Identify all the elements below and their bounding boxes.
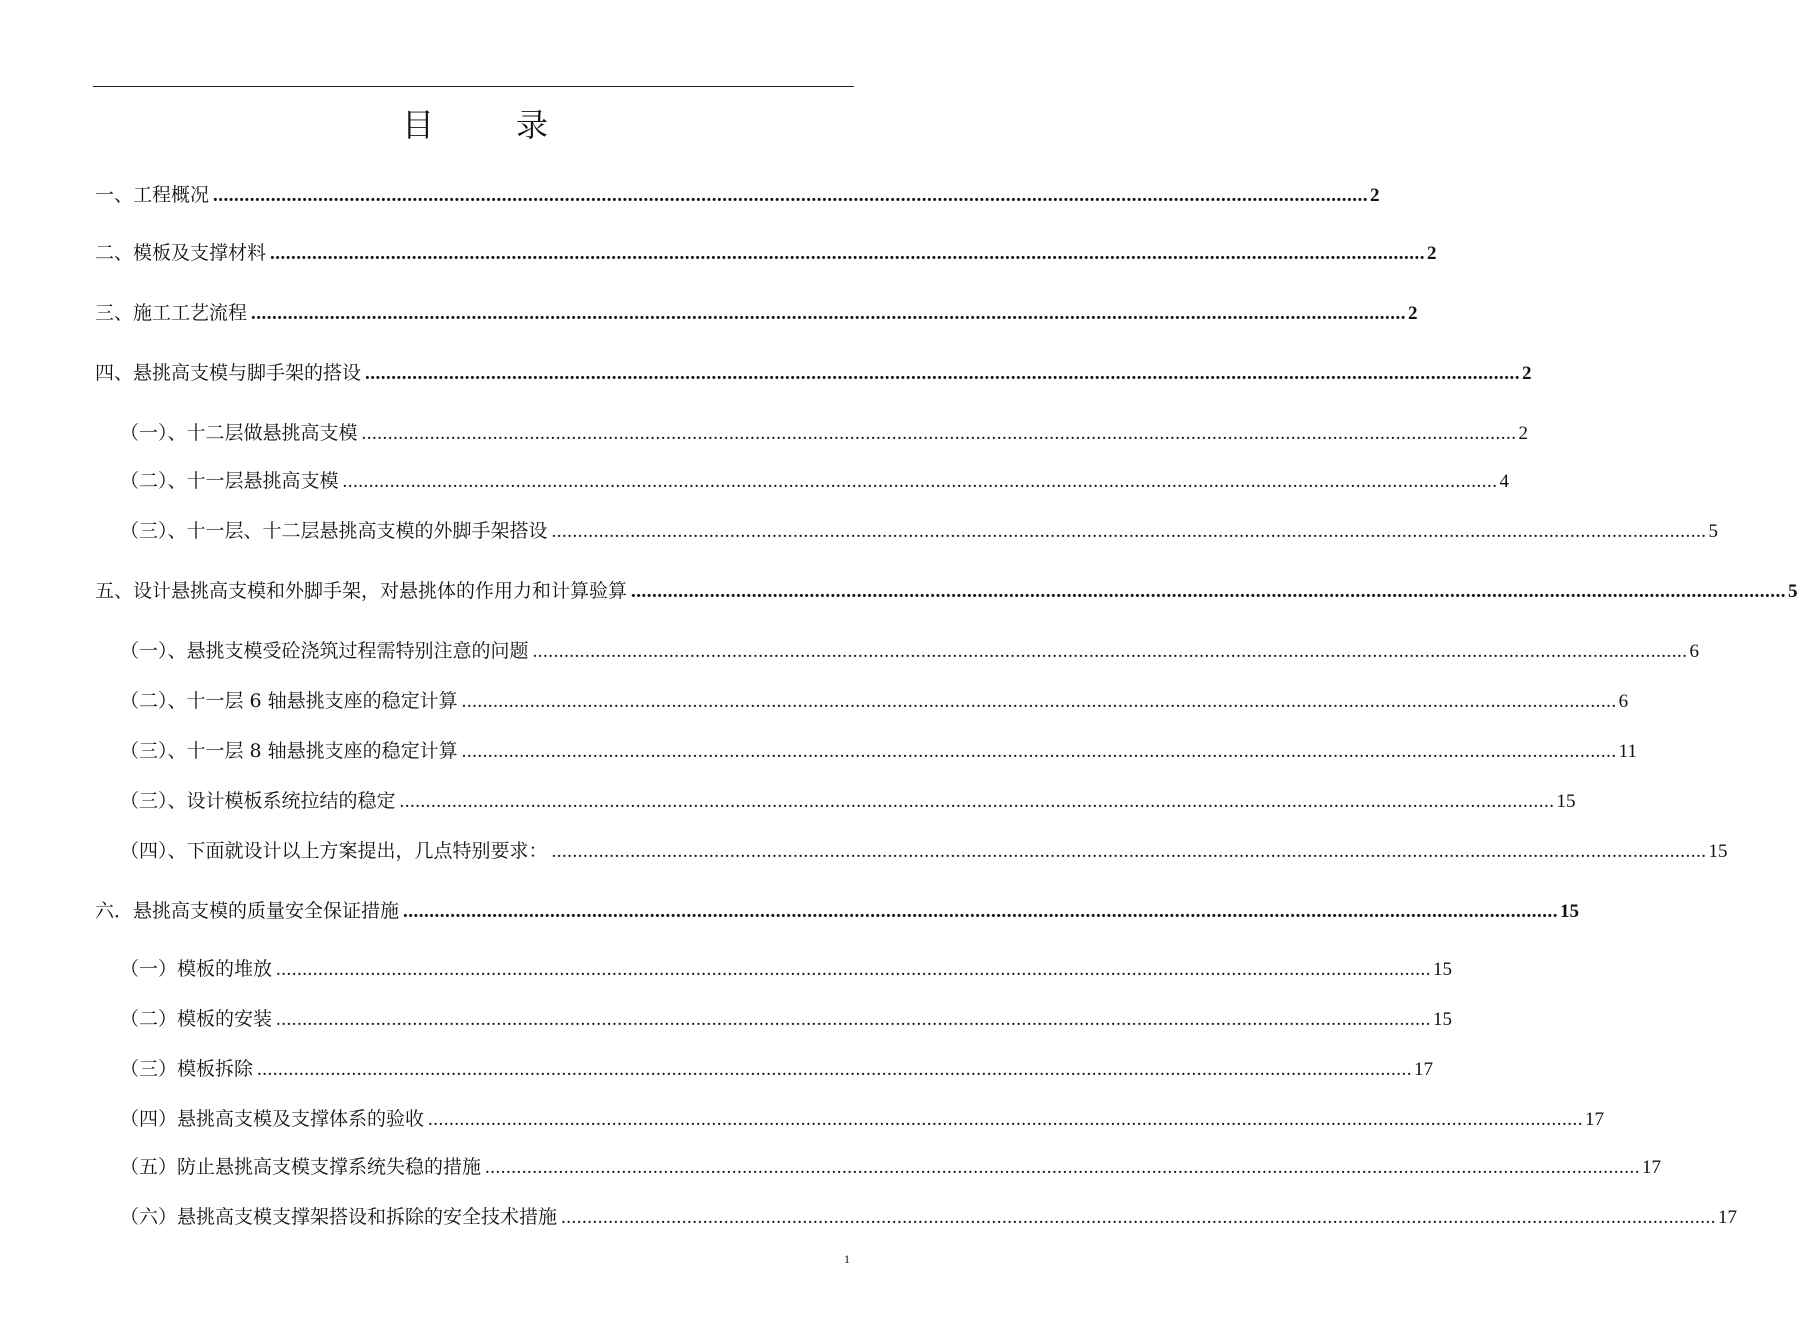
toc-entry[interactable]: [120, 956, 1453, 982]
toc-entry[interactable]: [120, 838, 1728, 864]
toc-entry-page: 15: [1433, 959, 1453, 980]
toc-entry[interactable]: [120, 788, 1576, 814]
title-char-2: 录: [516, 106, 549, 144]
toc-entry-page: 17: [1414, 1059, 1434, 1080]
toc-entry-page: 17: [1642, 1157, 1662, 1178]
toc-entry-label: （二）模板的安装: [120, 1008, 273, 1030]
toc-leader-dots: ............................................................................................................................................................................................................................: [342, 471, 1498, 492]
toc-entry-label: （二）、十一层悬挑高支模: [120, 470, 339, 492]
title-char-1: 目: [401, 106, 434, 144]
toc-entry-page: 2: [1522, 363, 1532, 384]
toc-entry-label: 五、设计悬挑高支模和外脚手架，对悬挑体的作用力和计算验算: [95, 580, 628, 602]
toc-leader-dots: ............................................................................................................................................................................................................................: [551, 521, 1707, 542]
toc-leader-dots: ............................................................................................................................................................................................................................: [257, 1059, 1413, 1080]
toc-leader-dots: ............................................................................................................................................................................................................................: [551, 841, 1707, 862]
toc-entry-label: 二、模板及支撑材料: [95, 242, 267, 264]
toc-entry[interactable]: [120, 1204, 1738, 1230]
toc-leader-dots: ............................................................................................................................................................................................................................: [631, 581, 1787, 602]
toc-entry[interactable]: [120, 638, 1700, 664]
toc-leader-dots: ............................................................................................................................................................................................................................: [461, 691, 1617, 712]
toc-entry-label: （一）模板的堆放: [120, 958, 273, 980]
toc-leader-dots: ............................................................................................................................................................................................................................: [276, 959, 1432, 980]
toc-entry-page: 5: [1708, 521, 1719, 542]
toc-entry-page: 6: [1618, 691, 1629, 712]
toc-leader-dots: ............................................................................................................................................................................................................................: [532, 641, 1688, 662]
toc-entry[interactable]: [95, 578, 1798, 604]
toc-entry-label: （五）防止悬挑高支模支撑系统失稳的措施: [120, 1156, 482, 1178]
toc-entry-page: 15: [1556, 791, 1576, 812]
toc-leader-dots: ............................................................................................................................................................................................................................: [399, 791, 1555, 812]
toc-leader-dots: ............................................................................................................................................................................................................................: [485, 1157, 1641, 1178]
toc-entry-page: 2: [1427, 243, 1437, 264]
toc-entry-label: （三）、十一层、十二层悬挑高支模的外脚手架搭设: [120, 520, 548, 542]
toc-entry[interactable]: [120, 518, 1719, 544]
toc-entry-label: （四）、下面就设计以上方案提出，几点特别要求：: [120, 840, 548, 862]
toc-entry-label: 三、施工工艺流程: [95, 302, 248, 324]
toc-entry[interactable]: [95, 360, 1532, 386]
toc-entry[interactable]: [95, 898, 1580, 924]
toc-entry-page: 15: [1708, 841, 1728, 862]
toc-leader-dots: ............................................................................................................................................................................................................................: [561, 1207, 1717, 1228]
toc-leader-dots: ............................................................................................................................................................................................................................: [251, 303, 1407, 324]
toc-entry-label: （六）悬挑高支模支撑架搭设和拆除的安全技术措施: [120, 1206, 558, 1228]
toc-entry-label: （四）悬挑高支模及支撑体系的验收: [120, 1108, 425, 1130]
toc-entry-label: 六．悬挑高支模的质量安全保证措施: [95, 900, 400, 922]
toc-entry[interactable]: [95, 300, 1418, 326]
toc-entry-label: 一、工程概况: [95, 184, 210, 206]
toc-entry-page: 15: [1560, 901, 1580, 922]
toc-entry[interactable]: [120, 1154, 1662, 1180]
toc-entry-page: 2: [1408, 303, 1418, 324]
toc-leader-dots: ............................................................................................................................................................................................................................: [403, 901, 1559, 922]
toc-entry[interactable]: [120, 738, 1637, 764]
toc-entry-label: （一）、悬挑支模受砼浇筑过程需特别注意的问题: [120, 640, 529, 662]
toc-entry-label: （三）、十一层 8 轴悬挑支座的稳定计算: [120, 740, 458, 762]
toc-leader-dots: ............................................................................................................................................................................................................................: [365, 363, 1521, 384]
toc-entry-label: 四、悬挑高支模与脚手架的搭设: [95, 362, 362, 384]
toc-entry[interactable]: [120, 420, 1529, 446]
toc-entry[interactable]: [120, 1106, 1605, 1132]
toc-entry-label: （三）模板拆除: [120, 1058, 254, 1080]
toc-entry-page: 5: [1788, 581, 1798, 602]
toc-entry[interactable]: [95, 182, 1380, 208]
toc-leader-dots: ............................................................................................................................................................................................................................: [213, 185, 1369, 206]
toc-entry-page: 6: [1689, 641, 1700, 662]
toc-entry[interactable]: [120, 468, 1510, 494]
toc-entry-page: 17: [1585, 1109, 1605, 1130]
toc-entry[interactable]: [95, 240, 1437, 266]
toc-entry-page: 15: [1433, 1009, 1453, 1030]
toc-entry-page: 17: [1718, 1207, 1738, 1228]
toc-entry-page: 2: [1518, 423, 1529, 444]
toc-entry-page: 11: [1618, 741, 1637, 762]
toc-leader-dots: ............................................................................................................................................................................................................................: [361, 423, 1517, 444]
toc-leader-dots: ............................................................................................................................................................................................................................: [276, 1009, 1432, 1030]
toc-entry[interactable]: [120, 1056, 1434, 1082]
footer-page-number: 1: [844, 1252, 850, 1266]
toc-entry-label: （三）、设计模板系统拉结的稳定: [120, 790, 396, 812]
toc-entry-page: 2: [1370, 185, 1380, 206]
toc-entry-label: （一）、十二层做悬挑高支模: [120, 422, 358, 444]
toc-entry-page: 4: [1499, 471, 1510, 492]
toc-leader-dots: ............................................................................................................................................................................................................................: [428, 1109, 1584, 1130]
toc-leader-dots: ............................................................................................................................................................................................................................: [270, 243, 1426, 264]
toc-entry-label: （二）、十一层 6 轴悬挑支座的稳定计算: [120, 690, 458, 712]
toc-entry[interactable]: [120, 1006, 1453, 1032]
toc-entry[interactable]: [120, 688, 1629, 714]
toc-leader-dots: ............................................................................................................................................................................................................................: [461, 741, 1617, 762]
